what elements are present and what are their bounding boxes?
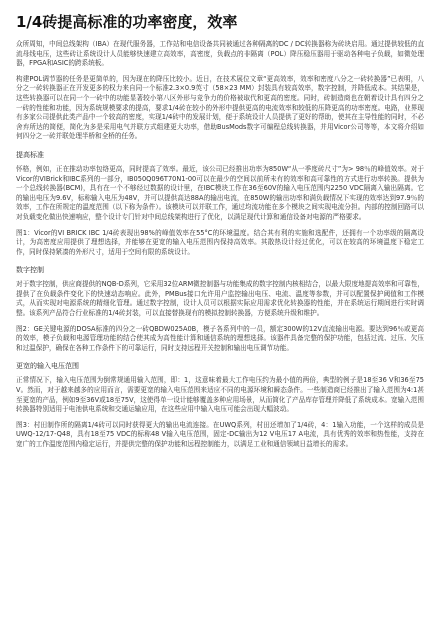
paragraph: 图1：Vicor的VI BRICK IBC 1/4砖表现出98%的峰值效率在55°C的环境温度。结合其有利的实施和选配件，还拥有一个功率级的隔离设计，为高密度应用提供了理想选择，并能够在更宽的输入电压范围内保持高效率。其散热设计经过优化，可以在较高的环境温度下稳定工作，同时保持紧凑的外形尺寸，适用于空间有限的系统设计。 bbox=[16, 228, 424, 256]
section-heading: 数字控制 bbox=[16, 266, 44, 275]
section-heading: 提高标准 bbox=[16, 150, 44, 159]
paragraph: 对于数字控制，供应商提供的NQB-D系列，它采用32位ARM微控制器与功能集成的数字控制内核相结合，以最大限度地提高效率和可靠性，提供了在负载条件变化下的快速动态响应。此外，PMBus接口允许用户监控输出电压、电流、温度等参数，并可以配置保护阈值和工作模式，从而实现对电源系统的精细化管理。通过数字控制，设计人员可以根据实际应用需求优化转换器的性能，并在系统运行期间进行实时调整。该系列产品符合行业标准的1/4砖封装，可以直接替换现有的模拟控制转换器，方便系统升级和维护。 bbox=[16, 280, 424, 318]
paragraph: 构建POL调节器的任务是更简单的，因为现在的降压比较小。近日，在技术展位文章“更高效率，效率和密度八分之一砖转换器”已表明，八分之一砖转换器正在开发更多的权力来自同一个标准2.3×0.9英寸（58×23 MM）封装具有较高效率，数字控制，并降低成本。其结果是，这些转换器可以在同一个一砖中的功能显著较小第八区外形与竞争力的价格被取代和更高的密度。同时，砖制造商也在朝着设计具有四分之一砖的性能和功能，因为系统规模要求的提高，要求1/4砖在较小的外形中提供更高的电流效率和较低的压降更高的功率密度。电路，业界现有多家公司提供此类产品中一个较高的密度，实现1/4砖中的发展计划，便于系统设计人员提供了更好的帮助，使其在主导性能的同时，不必舍弃所达的简便，简化为多是采用电气并联方式组建更大功率，借助BusMods数字可编程总线转换器，并用Vicor公司等等，本文将介绍如何四分之一砖并联处理半桥和全桥的任务。 bbox=[16, 74, 424, 141]
paragraph: 图2：GE关键电源的DOSA标准的四分之一砖QBDW025A0B，模子各系列中的一员，额定300W的12V直流输出电源。要达到96％或更高的效率，模子负载和电源管理功能的结合使其成为高性能计算和通信系统的理想选择。该器件具备完整的保护功能，包括过流、过压、欠压和过温保护，确保在各种工作条件下的可靠运行，同时支持远程开关控制和输出电压调节功能。 bbox=[16, 324, 424, 352]
paragraph: 图3：村田制作所的隔离1/4砖可以同时获得更大的输出电流连接。在UWQ系列，村田还增加了1/4砖，4：1输入功能，一个这样的成员是UWQ-12/17-Q48，具有18至75 VDC的标称48 V输入电压范围，固定-DC输出为12 V电压17 A电流，具有优秀的效率和热性能，支持在宽广的工作温度范围内稳定运行，并提供完整的保护功能和远程控制能力，以满足工业和通信领域日益增长的需求。 bbox=[16, 420, 424, 448]
paragraph: 众所周知，中间总线架构（IBA）在现代服务器，工作站和电信设备共同被通过各种隔离的DC / DC转换器称为砖块启用。通过提供较低的直流母线电压，这些砖让系统设计人员能够快速建立高效率，高密度，负载点的非隔离（POL）降压稳压器用于驱动各种电子负载，如微处理器，FPGA和ASIC的跨系统板。 bbox=[16, 40, 424, 68]
paragraph: 正常情况下，输入电压范围为倒常规通用输入范围，即：1，这意味着最大工作电压约为最小值的两倍，典型的例子是18至36 V和36至75 V。然而，对于越来越多的应用而言，需要更宽的输入电压范围来适应不同的电源环境和瞬态条件。一些制造商已经推出了输入范围为4:1甚至更宽的产品，例如9至36V或18至75V，这使得单一设计能够覆盖多种应用场景，从而简化了产品库存管理并降低了系统成本。宽输入范围转换器特别适用于电池供电系统和交通运输应用，在这些应用中输入电压可能会出现大幅波动。 bbox=[16, 376, 424, 414]
article-title: 1/4砖提高标准的功率密度，效率 bbox=[16, 13, 238, 31]
article-body bbox=[16, 40, 424, 450]
paragraph: 怀格，例如，正在推动功率包络更高，同时提高了效率。最近，该公司已经推出功率为850W“从一季度砖尺寸”为> 98％的峰值效率。对于Vicor的VIBrick和IBC系列的一部分，IB050Q096T70N1-00可以在最少的空间以前所未有的效率和高可靠性的方式进行功率转换。提供为一个总线转换器(BCM)，具有在一个不够经过数据的设计里，在IBC模块工作在36至60V的输入电压范围内2250 VDC隔离入输出隔离。它的输出电压为9.6V，标称输入电压为48V，并可以提供高达88A的输出电流，在850W的输出功率和满负载情况下实现的效率达到97.9％的效率，工作在所规定的温度范围（以下称为条件）。该模块可以并联工作，通过均流功能在多个模块之间实现电流分担。内部的控制回路可以对负载变化做出快速响应，整个设计专门针对中间总线架构进行了优化，以满足现代计算和通信设备对电源的严格要求。 bbox=[16, 164, 424, 221]
section-heading: 更宽的输入电压范围 bbox=[16, 362, 79, 371]
